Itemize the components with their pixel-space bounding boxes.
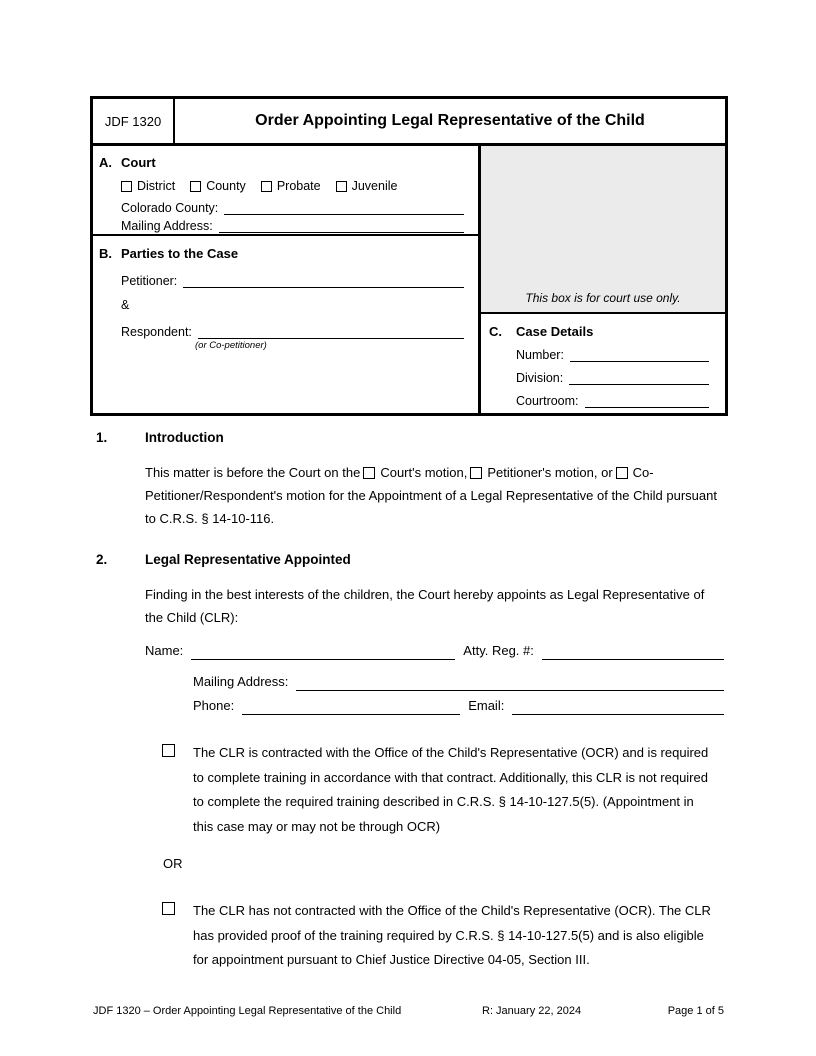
division-row <box>516 370 709 385</box>
court-use-note: This box is for court use only. <box>525 291 681 305</box>
court-mailing-field[interactable] <box>219 218 464 233</box>
section-a-title: Court <box>121 155 156 170</box>
footer-page-number: Page 1 of 5 <box>667 1005 724 1017</box>
ocr-not-contracted-option <box>162 899 724 973</box>
section-2-number: 2. <box>96 552 108 567</box>
form-code: JDF 1320 <box>93 99 175 143</box>
petitioner-row <box>121 273 464 288</box>
ocr-contracted-option <box>162 741 724 839</box>
caption-left-column <box>93 146 481 413</box>
section-c-case-details <box>481 314 725 413</box>
section-1-heading <box>96 430 724 445</box>
clr-mailing-row <box>193 673 724 691</box>
section-b-title: Parties to the Case <box>121 246 239 261</box>
clr-name-label: Name: <box>145 643 184 658</box>
clr-mailing-field[interactable] <box>296 675 724 691</box>
clr-phone-label: Phone: <box>193 698 235 713</box>
footer-revision-date: R: January 22, 2024 <box>482 1005 582 1017</box>
section-a-court <box>93 146 478 236</box>
division-label: Division: <box>516 371 564 385</box>
clr-phone-field[interactable] <box>242 699 460 715</box>
petitioners-motion-label: Petitioner's motion, or <box>487 465 613 480</box>
clr-email-field[interactable] <box>512 699 724 715</box>
clr-name-field[interactable] <box>191 644 455 660</box>
section-2-intro-paragraph: Finding in the best interests of the children, the Court hereby appoints as Legal Representative of the Child (CLR): <box>145 587 705 625</box>
section-c-title: Case Details <box>516 324 594 339</box>
colorado-county-label: Colorado County: <box>121 201 219 215</box>
or-separator: OR <box>163 856 183 871</box>
case-number-label: Number: <box>516 348 564 362</box>
respondent-label: Respondent: <box>121 325 192 339</box>
court-type-checkboxes <box>121 179 464 193</box>
form-header-table <box>90 96 728 416</box>
form-body <box>96 430 724 973</box>
introduction-paragraph <box>145 461 724 530</box>
juvenile-label: Juvenile <box>351 179 398 193</box>
form-caption-body <box>93 146 725 413</box>
ocr-not-contracted-checkbox[interactable] <box>162 902 175 915</box>
petitioner-field[interactable] <box>183 273 464 288</box>
clr-phone-email-row <box>193 697 724 715</box>
clr-name-row <box>145 642 724 660</box>
courts-motion-label: Court's motion, <box>380 465 468 480</box>
courtroom-row <box>516 393 709 408</box>
court-mailing-row <box>121 218 464 233</box>
juvenile-checkbox[interactable] <box>336 181 347 192</box>
section-b-parties <box>93 236 478 413</box>
respondent-field[interactable] <box>198 324 464 339</box>
courtroom-label: Courtroom: <box>516 394 579 408</box>
probate-label: Probate <box>276 179 321 193</box>
section-a-label: A. <box>99 155 112 170</box>
petitioner-label: Petitioner: <box>121 274 178 288</box>
footer-form-reference: JDF 1320 – Order Appointing Legal Representative of the Child <box>93 1005 402 1017</box>
section-c-label: C. <box>489 324 502 339</box>
county-checkbox[interactable] <box>190 181 201 192</box>
form-title: Order Appointing Legal Representative of the Child <box>255 112 645 129</box>
section-1-title: Introduction <box>145 430 224 445</box>
intro-text-1: This matter is before the Court on the <box>145 465 361 480</box>
petitioners-motion-checkbox[interactable] <box>470 467 482 479</box>
county-label: County <box>206 179 246 193</box>
case-number-row <box>516 347 709 362</box>
district-label: District <box>137 179 176 193</box>
section-a-heading <box>99 155 464 170</box>
intro-text-2: Co-Petitioner/Respondent's motion for the Appointment of a Legal Representative of the Child pursuant to C.R.S. § 14-10-116. <box>145 465 717 526</box>
court-use-box <box>481 146 725 314</box>
colorado-county-row <box>121 200 464 215</box>
section-b-label: B. <box>99 246 112 261</box>
ocr-not-contracted-text: The CLR has not contracted with the Office of the Child's Representative (OCR). The CLR has provided proof of the training required by C.R.S. § 14-10-127.5(5) and is also eligible for appointment pursuant to Chief Justice Directive 04-05, Section III. <box>193 903 711 967</box>
clr-mailing-label: Mailing Address: <box>193 674 289 689</box>
respondent-row <box>121 324 464 339</box>
form-title-row <box>93 99 725 146</box>
clr-email-label: Email: <box>468 698 505 713</box>
colorado-county-field[interactable] <box>224 200 464 215</box>
courts-motion-checkbox[interactable] <box>363 467 375 479</box>
ocr-contracted-text: The CLR is contracted with the Office of the Child's Representative (OCR) and is required to complete training in accordance with that contract. Additionally, this CLR is not required to complete the required training described in C.R.S. § 14-10-127.5(5). (Appointment in this case may or may not be through OCR) <box>193 745 709 834</box>
court-type-county[interactable] <box>190 179 246 193</box>
courtroom-field[interactable] <box>585 393 709 408</box>
copetitioner-motion-checkbox[interactable] <box>616 467 628 479</box>
probate-checkbox[interactable] <box>261 181 272 192</box>
court-type-district[interactable] <box>121 179 175 193</box>
court-type-probate[interactable] <box>261 179 321 193</box>
division-field[interactable] <box>569 370 709 385</box>
court-type-juvenile[interactable] <box>336 179 398 193</box>
section-1-number: 1. <box>96 430 108 445</box>
district-checkbox[interactable] <box>121 181 132 192</box>
respondent-note: (or Co-petitioner) <box>195 340 267 351</box>
section-2-title: Legal Representative Appointed <box>145 552 351 567</box>
section-c-heading <box>489 324 709 339</box>
case-number-field[interactable] <box>570 347 709 362</box>
section-b-heading <box>99 246 464 261</box>
court-mailing-label: Mailing Address: <box>121 219 213 233</box>
ampersand: & <box>121 298 130 312</box>
atty-reg-field[interactable] <box>542 644 724 660</box>
ocr-contracted-checkbox[interactable] <box>162 744 175 757</box>
atty-reg-label: Atty. Reg. #: <box>463 643 534 658</box>
section-2-heading <box>96 552 724 567</box>
caption-right-column <box>481 146 725 413</box>
